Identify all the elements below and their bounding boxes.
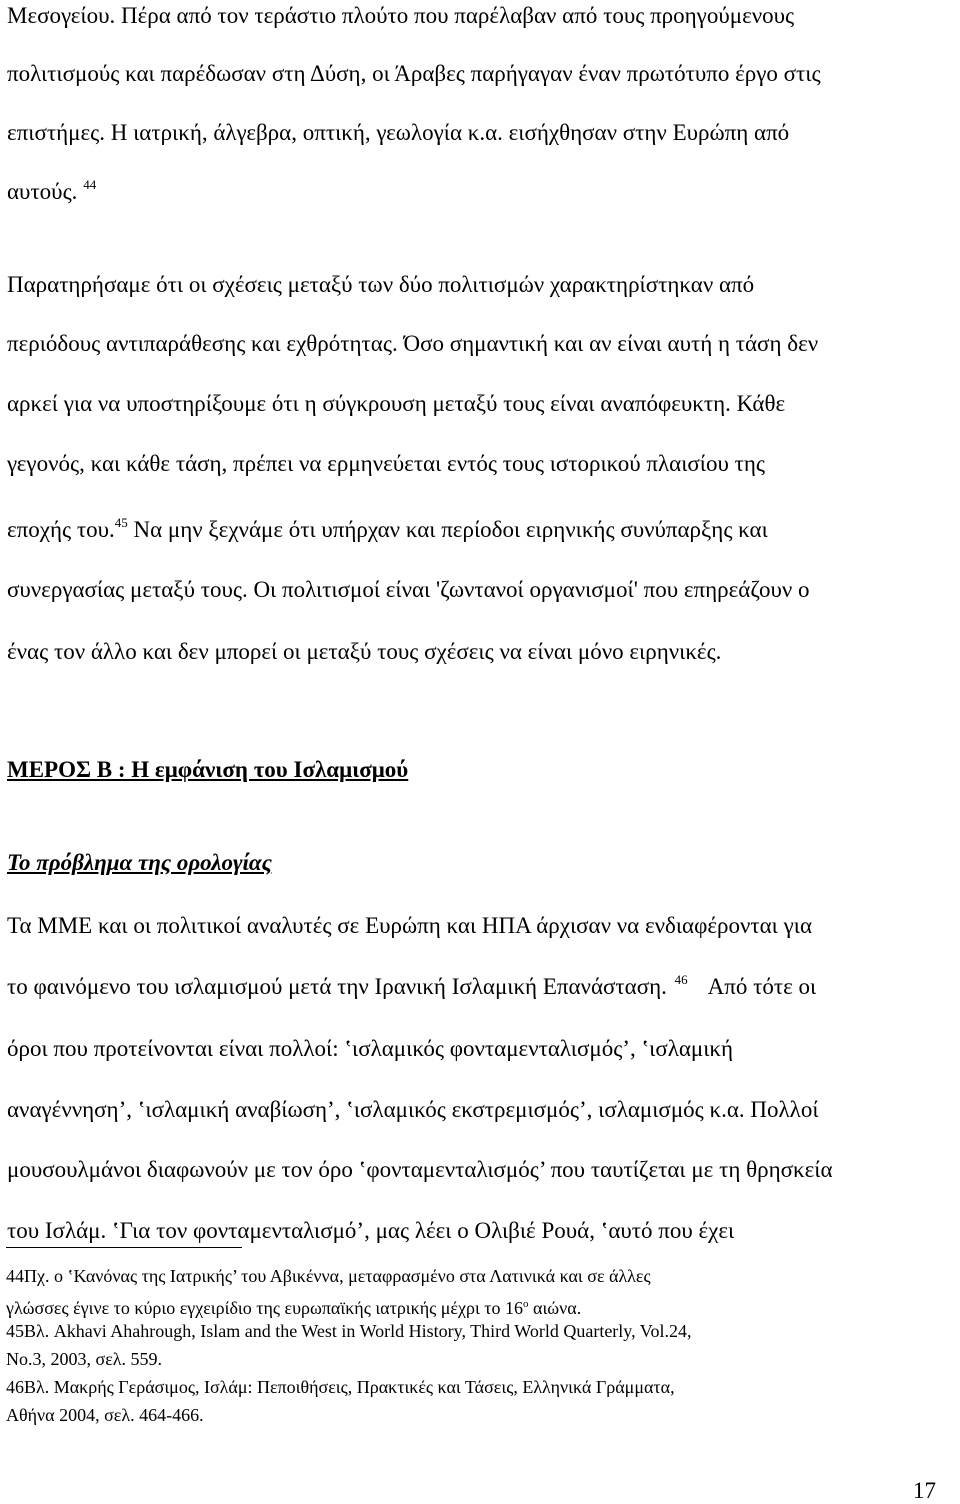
text-line: του Ισλάμ. ‛Για τον φονταμενταλισμό’, μας λέει ο Ολιβιέ Ρουά, ‛αυτό που έχει [7,1218,735,1243]
text-fragment: εποχής του. [7,517,115,542]
footnote-44-line: 44Πχ. ο ‛Κανόνας της Ιατρικής’ του Αβικέννα, μεταφρασμένο στα Λατινικά και σε άλλες [6,1266,651,1286]
text-fragment: Από τότε οι [707,974,817,999]
footnote-44-line [6,1292,581,1320]
text-line [7,515,768,548]
footnote-46-line: 46Βλ. Μακρής Γεράσιμος, Ισλάμ: Πεποιθήσεις, Πρακτικές και Τάσεις, Ελληνικά Γράμματα, [6,1377,675,1397]
text-line [7,177,96,210]
text-line [7,972,816,1005]
text-line: ένας τον άλλο και δεν μπορεί οι μεταξύ τους σχέσεις να είναι μόνο ειρηνικές. [7,639,722,664]
superscript: ο [523,1298,529,1310]
footnote-45-line: No.3, 2003, σελ. 559. [6,1349,162,1369]
text-line: συνεργασίας μεταξύ τους. Οι πολιτισμοί είναι 'ζωντανοί οργανισμοί' που επηρεάζουν ο [7,577,810,602]
text-line: αναγέννηση’, ‛ισλαμική αναβίωση’, ‛ισλαμικός εκστρεμισμός’, ισλαμισμός κ.α. Πολλοί [7,1097,819,1122]
footnote-separator [6,1247,242,1248]
text-line: μουσουλμάνοι διαφωνούν με τον όρο ‛φονταμενταλισμός’ που ταυτίζεται με τη θρησκεία [7,1157,833,1182]
section-title: ΜΕΡΟΣ Β : Η εμφάνιση του Ισλαμισμού [7,757,409,782]
footnote-ref-45[interactable]: 45 [114,515,128,530]
text-line: Παρατηρήσαμε ότι οι σχέσεις μεταξύ των δύο πολιτισμών χαρακτηρίστηκαν από [7,272,755,297]
text-fragment: το φαινόμενο του ισλαμισμού μετά την Ιρανική Ισλαμική Επανάσταση. [7,974,667,999]
text-line: όροι που προτείνονται είναι πολλοί: ‛ισλαμικός φονταμενταλισμός’, ‛ισλαμική [7,1036,734,1061]
text-line: αρκεί για να υποστηρίξουμε ότι η σύγκρουση μεταξύ τους είναι αναπόφευκτη. Κάθε [7,391,786,416]
text-line: πολιτισμούς και παρέδωσαν στη Δύση, οι Άραβες παρήγαγαν έναν πρωτότυπο έργο στις [7,61,821,86]
text-line: Τα ΜΜΕ και οι πολιτικοί αναλυτές σε Ευρώπη και ΗΠΑ άρχισαν να ενδιαφέρονται για [7,913,813,938]
footnote-ref-46[interactable]: 46 [674,972,688,987]
footnote-45-line: 45Βλ. Akhavi Ahahrough, Islam and the West in World History, Third World Quarterly, Vol.24, [6,1321,692,1341]
text-fragment: γλώσσες έγινε το κύριο εγχειρίδιο της ευρωπαϊκής ιατρικής μέχρι το 16 [6,1298,524,1318]
text-line: περιόδους αντιπαράθεσης και εχθρότητας. Όσο σημαντική και αν είναι αυτή η τάση δεν [7,331,819,356]
text-line: γεγονός, και κάθε τάση, πρέπει να ερμηνεύεται εντός τους ιστορικού πλαισίου της [7,451,766,476]
text-fragment: Να μην ξεχνάμε ότι υπήρχαν και περίοδοι ειρηνικής συνύπαρξης και [127,517,768,542]
text-line: επιστήμες. Η ιατρική, άλγεβρα, οπτική, γεωλογία κ.α. εισήχθησαν στην Ευρώπη από [7,120,790,145]
text-line: Μεσογείου. Πέρα από τον τεράστιο πλούτο που παρέλαβαν από τους προηγούμενους [7,3,795,28]
footnote-ref-44[interactable]: 44 [83,177,97,192]
text-fragment: αιώνα. [528,1298,582,1318]
page-number: 17 [913,1478,936,1503]
footnote-46-line: Αθήνα 2004, σελ. 464-466. [6,1405,204,1425]
subsection-title: Το πρόβλημα της ορολογίας [7,850,272,875]
text-fragment: αυτούς. [7,179,78,204]
